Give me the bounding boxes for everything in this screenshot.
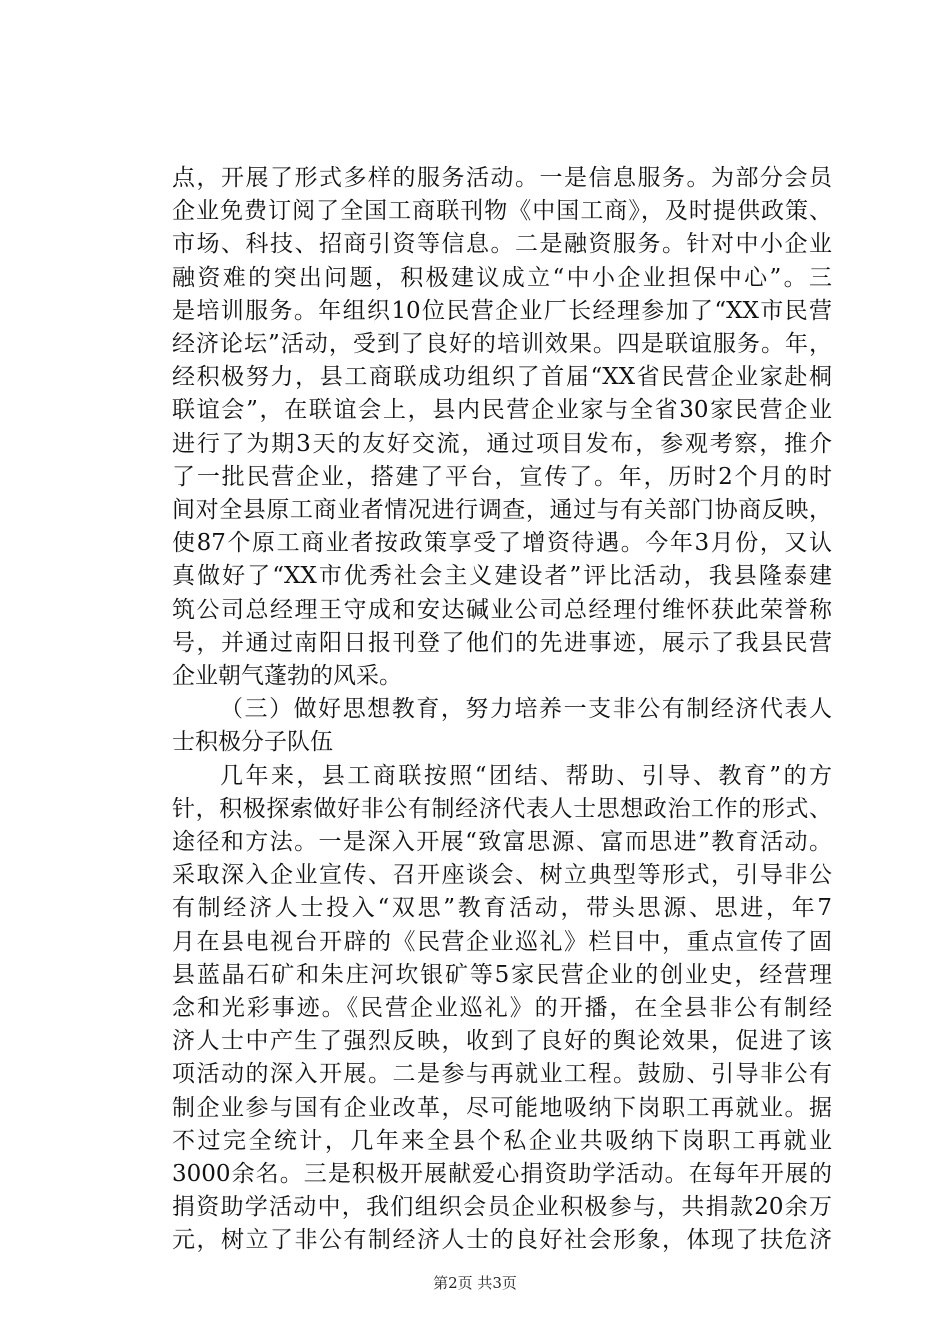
paragraph-line: 针，积极探索做好非公有制经济代表人士思想政治工作的形式、	[172, 795, 832, 822]
paragraph-line: 不过完全统计，几年来全县个私企业共吸纳下岗职工再就业	[172, 1127, 832, 1154]
paragraph-line: 月在县电视台开辟的《民营企业巡礼》栏目中，重点宣传了固	[172, 928, 832, 955]
paragraph-line: 融资难的突出问题，积极建议成立“中小企业担保中心”。三	[172, 264, 832, 291]
paragraph-line: 经济论坛”活动，受到了良好的培训效果。四是联谊服务。年，	[172, 331, 832, 357]
paragraph-line: 号，并通过南阳日报刊登了他们的先进事迹，展示了我县民营	[172, 629, 832, 656]
paragraph-line: 捐资助学活动中，我们组织会员企业积极参与，共捐款20余万	[172, 1194, 832, 1221]
paragraph-line: 采取深入企业宣传、召开座谈会、树立典型等形式，引导非公	[172, 862, 832, 889]
paragraph-line: 点，开展了形式多样的服务活动。一是信息服务。为部分会员	[172, 165, 832, 191]
paragraph-line: 进行了为期3天的友好交流，通过项目发布，参观考察，推介	[172, 430, 832, 457]
paragraph-line: 经积极努力，县工商联成功组织了首届“XX省民营企业家赴桐	[172, 364, 832, 391]
section-heading-line: 士积极分子队伍	[172, 729, 333, 756]
section-heading-line: （三）做好思想教育，努力培养一支非公有制经济代表人	[220, 696, 832, 723]
paragraph-line: 项活动的深入开展。二是参与再就业工程。鼓励、引导非公有	[172, 1061, 832, 1088]
paragraph-line: 市场、科技、招商引资等信息。二是融资服务。针对中小企业	[172, 231, 832, 258]
paragraph-line: 使87个原工商业者按政策享受了增资待遇。今年3月份，又认	[172, 530, 832, 557]
paragraph-line: 真做好了“XX市优秀社会主义建设者”评比活动，我县隆泰建	[172, 563, 832, 590]
paragraph-line: 济人士中产生了强烈反映，收到了良好的舆论效果，促进了该	[172, 1028, 832, 1055]
paragraph-line: 制企业参与国有企业改革，尽可能地吸纳下岗职工再就业。据	[172, 1094, 832, 1121]
paragraph-line: 途径和方法。一是深入开展“致富思源、富而思进”教育活动。	[172, 829, 832, 855]
paragraph-line: 是培训服务。年组织10位民营企业厂长经理参加了“XX市民营	[172, 297, 832, 324]
page-number-footer: 第2页 共3页	[433, 1274, 517, 1292]
paragraph-line: 了一批民营企业，搭建了平台，宣传了。年，历时2个月的时	[172, 463, 832, 490]
paragraph-line: 县蓝晶石矿和朱庄河坎银矿等5家民营企业的创业史，经营理	[172, 961, 832, 988]
paragraph-line: 几年来，县工商联按照“团结、帮助、引导、教育”的方	[220, 762, 832, 789]
paragraph-line: 念和光彩事迹。《民营企业巡礼》的开播，在全县非公有制经	[172, 995, 832, 1021]
paragraph-line: 筑公司总经理王守成和安达碱业公司总经理付维怀获此荣誉称	[172, 596, 832, 623]
paragraph-line: 联谊会”，在联谊会上，县内民营企业家与全省30家民营企业	[172, 397, 832, 424]
paragraph-line: 企业免费订阅了全国工商联刊物《中国工商》，及时提供政策、	[172, 198, 832, 225]
paragraph-line: 有制经济人士投入“双思”教育活动，带头思源、思进，年7	[172, 895, 832, 922]
paragraph-line: 间对全县原工商业者情况进行调查，通过与有关部门协商反映，	[172, 497, 832, 523]
paragraph-line: 企业朝气蓬勃的风采。	[172, 663, 402, 689]
paragraph-line: 3000余名。三是积极开展献爱心捐资助学活动。在每年开展的	[172, 1161, 832, 1187]
paragraph-line: 元，树立了非公有制经济人士的良好社会形象，体现了扶危济	[172, 1227, 832, 1254]
